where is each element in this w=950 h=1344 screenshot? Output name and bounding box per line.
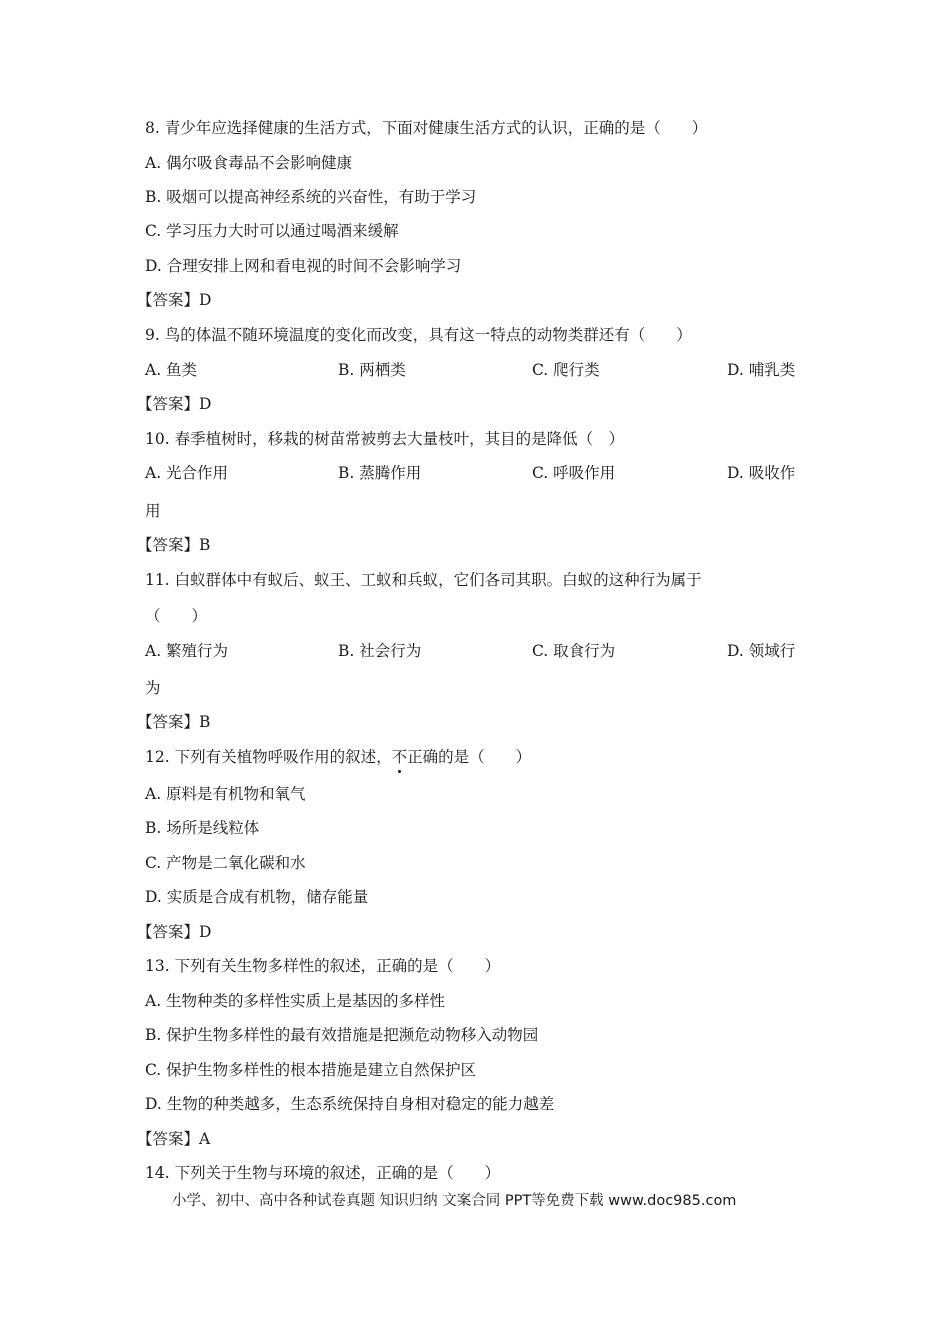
q8-option-a: A. 偶尔吸食毒品不会影响健康 bbox=[145, 154, 353, 172]
q10-option-b: B. 蒸腾作用 bbox=[338, 464, 422, 482]
q8-option-b: B. 吸烟可以提高神经系统的兴奋性，有助于学习 bbox=[145, 188, 477, 206]
q12-option-d: D. 实质是合成有机物，储存能量 bbox=[145, 888, 369, 906]
q11-option-b: B. 社会行为 bbox=[338, 642, 422, 660]
q13-option-a: A. 生物种类的多样性实质上是基因的多样性 bbox=[145, 992, 446, 1010]
q9-option-a: A. 鱼类 bbox=[145, 361, 198, 379]
q12-emphasis-not: 不 bbox=[391, 748, 408, 766]
q10-option-c: C. 呼吸作用 bbox=[532, 464, 616, 482]
q8-stem: 8. 青少年应选择健康的生活方式，下面对健康生活方式的认识，正确的是（ ） bbox=[145, 119, 708, 137]
q11-option-a: A. 繁殖行为 bbox=[145, 642, 229, 660]
q9-answer: 【答案】D bbox=[137, 395, 212, 413]
q9-option-b: B. 两栖类 bbox=[338, 361, 406, 379]
q9-option-d: D. 哺乳类 bbox=[727, 361, 796, 379]
q11-option-d-continued: 为 bbox=[145, 679, 161, 697]
q10-answer: 【答案】B bbox=[137, 536, 211, 554]
q10-stem: 10. 春季植树时，移栽的树苗常被剪去大量枝叶，其目的是降低（ ） bbox=[145, 430, 625, 448]
q10-option-d-continued: 用 bbox=[145, 502, 161, 520]
q13-stem: 13. 下列有关生物多样性的叙述，正确的是（ ） bbox=[145, 957, 501, 975]
q12-answer: 【答案】D bbox=[137, 923, 212, 941]
q11-option-c: C. 取食行为 bbox=[532, 642, 616, 660]
q13-option-b: B. 保护生物多样性的最有效措施是把濒危动物移入动物园 bbox=[145, 1026, 539, 1044]
q12-stem-suffix: 正确的是（ ） bbox=[407, 748, 532, 766]
q11-option-d: D. 领域行 bbox=[727, 642, 796, 660]
q12-option-a: A. 原料是有机物和氧气 bbox=[145, 785, 306, 803]
q13-answer: 【答案】A bbox=[137, 1130, 211, 1148]
q13-option-d: D. 生物的种类越多，生态系统保持自身相对稳定的能力越差 bbox=[145, 1095, 555, 1113]
q8-answer: 【答案】D bbox=[137, 291, 212, 309]
q12-stem bbox=[145, 747, 531, 767]
q12-stem-prefix: 12. 下列有关植物呼吸作用的叙述， bbox=[145, 748, 392, 766]
q8-option-c: C. 学习压力大时可以通过喝酒来缓解 bbox=[145, 222, 399, 240]
q13-option-c: C. 保护生物多样性的根本措施是建立自然保护区 bbox=[145, 1061, 477, 1079]
q11-stem: 11. 白蚁群体中有蚁后、蚁王、工蚁和兵蚁，它们各司其职。白蚁的这种行为属于 bbox=[145, 571, 702, 589]
q14-stem: 14. 下列关于生物与环境的叙述，正确的是（ ） bbox=[145, 1164, 501, 1182]
footer-text: 小学、初中、高中各种试卷真题 知识归纳 文案合同 PPT等免费下载 www.doc985.com bbox=[172, 1193, 737, 1209]
q9-stem: 9. 鸟的体温不随环境温度的变化而改变，具有这一特点的动物类群还有（ ） bbox=[145, 326, 692, 344]
q12-option-c: C. 产物是二氧化碳和水 bbox=[145, 854, 306, 872]
q11-stem-continued: （ ） bbox=[145, 607, 208, 625]
q8-option-d: D. 合理安排上网和看电视的时间不会影响学习 bbox=[145, 257, 462, 275]
q10-option-d: D. 吸收作 bbox=[727, 464, 796, 482]
q10-option-a: A. 光合作用 bbox=[145, 464, 229, 482]
q11-answer: 【答案】B bbox=[137, 713, 211, 731]
q9-option-c: C. 爬行类 bbox=[532, 361, 600, 379]
q12-option-b: B. 场所是线粒体 bbox=[145, 819, 260, 837]
